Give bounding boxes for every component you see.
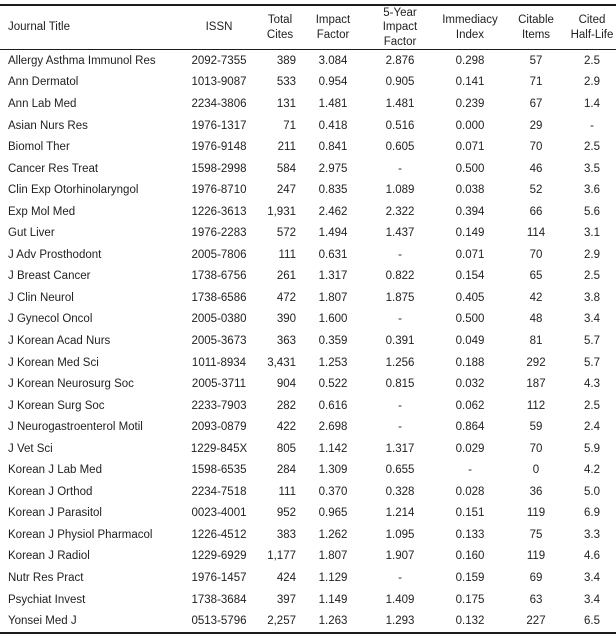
table-row [0,610,616,633]
cell-immediacy-index: 0.149 [455,227,485,240]
cell-impact-factor: 1.263 [318,615,348,628]
cell-immediacy-index: - [468,464,472,477]
cell-total-cites: 397 [276,593,296,606]
cell-impact-factor: 1.481 [318,97,348,110]
table-body [0,50,616,633]
cell-journal-title: J Vet Sci [8,442,53,455]
cell-five-year-impact-factor: 0.905 [385,76,415,89]
cell-cited-half-life: 4.6 [584,550,600,563]
cell-citable-items: 42 [529,291,543,304]
cell-issn: 1738-6756 [191,270,247,283]
cell-cited-half-life: 3.4 [584,572,600,585]
cell-issn: 1598-6535 [191,464,247,477]
cell-citable-items: 112 [526,399,546,412]
cell-citable-items: 227 [526,615,546,628]
cell-total-cites: 111 [278,485,296,498]
cell-issn: 2234-7518 [191,485,247,498]
cell-journal-title: J Breast Cancer [8,270,91,283]
cell-impact-factor: 0.965 [318,507,348,520]
cell-citable-items: 119 [526,550,546,563]
cell-issn: 1976-2283 [191,227,247,240]
cell-impact-factor: 1.317 [318,270,348,283]
cell-impact-factor: 1.807 [318,291,348,304]
cell-total-cites: 3,431 [267,356,296,369]
cell-cited-half-life: 5.6 [584,205,600,218]
table-row [0,266,616,288]
cell-citable-items: 70 [529,141,543,154]
cell-impact-factor: 1.262 [318,528,348,541]
cell-five-year-impact-factor: 2.322 [385,205,415,218]
cell-total-cites: 422 [276,421,296,434]
cell-total-cites: 389 [276,54,296,67]
cell-five-year-impact-factor: 2.876 [385,54,415,67]
cell-five-year-impact-factor: 0.605 [385,141,415,154]
cell-citable-items: 36 [529,485,543,498]
cell-total-cites: 261 [276,270,296,283]
cell-journal-title: Korean J Radiol [8,550,90,563]
table-row [0,223,616,245]
cell-five-year-impact-factor: - [398,572,402,585]
column-header-citable-items: Citable Items [518,14,554,41]
cell-journal-title: J Korean Neurosurg Soc [8,378,134,391]
table-row [0,546,616,568]
table-row [0,201,616,223]
cell-immediacy-index: 0.141 [455,76,485,89]
table-row [0,395,616,417]
table-row [0,287,616,309]
table-row [0,244,616,266]
cell-immediacy-index: 0.151 [455,507,485,520]
cell-five-year-impact-factor: - [398,399,402,412]
cell-total-cites: 1,177 [267,550,296,563]
cell-total-cites: 1,931 [267,205,296,218]
cell-cited-half-life: 2.5 [584,270,600,283]
cell-journal-title: J Adv Prosthodont [8,248,102,261]
cell-cited-half-life: - [590,119,594,132]
table-row [0,481,616,503]
column-header-total-cites: Total Cites [266,14,294,41]
table-row [0,72,616,94]
cell-journal-title: Asian Nurs Res [8,119,88,132]
cell-citable-items: 292 [526,356,546,369]
cell-five-year-impact-factor: 1.409 [385,593,415,606]
cell-total-cites: 111 [278,248,296,261]
cell-citable-items: 0 [532,464,540,477]
cell-five-year-impact-factor: 0.328 [385,485,415,498]
cell-issn: 1229-6929 [191,550,247,563]
cell-immediacy-index: 0.032 [455,378,485,391]
cell-impact-factor: 1.600 [318,313,348,326]
cell-journal-title: Psychiat Invest [8,593,86,606]
cell-impact-factor: 0.954 [318,76,348,89]
cell-issn: 2093-0879 [191,421,247,434]
cell-impact-factor: 3.084 [318,54,348,67]
cell-cited-half-life: 4.2 [584,464,600,477]
cell-impact-factor: 1.253 [318,356,348,369]
cell-five-year-impact-factor: 0.391 [385,335,415,347]
cell-citable-items: 57 [529,54,543,67]
table-row [0,589,616,611]
cell-issn: 1229-845X [190,442,248,455]
cell-five-year-impact-factor: 1.214 [385,507,415,520]
cell-journal-title: Clin Exp Otorhinolaryngol [8,184,139,197]
cell-five-year-impact-factor: 0.815 [385,378,415,391]
cell-cited-half-life: 1.4 [584,97,600,110]
cell-impact-factor: 0.616 [318,399,348,412]
cell-issn: 1976-9148 [191,141,247,154]
table-row [0,115,616,137]
cell-immediacy-index: 0.175 [455,593,485,606]
cell-impact-factor: 1.309 [318,464,348,477]
table-row [0,309,616,331]
cell-total-cites: 805 [276,442,296,455]
cell-impact-factor: 0.359 [318,335,348,347]
cell-five-year-impact-factor: 1.317 [385,442,415,455]
cell-journal-title: J Neurogastroenterol Motil [8,421,143,434]
cell-issn: 2234-3806 [191,97,247,110]
column-header-journal-title: Journal Title [8,21,71,34]
column-header-issn: ISSN [205,21,233,34]
cell-citable-items: 67 [529,97,543,110]
header-row [0,5,616,50]
cell-total-cites: 904 [276,378,296,391]
cell-immediacy-index: 0.029 [455,442,485,455]
cell-total-cites: 284 [276,464,296,477]
cell-citable-items: 66 [529,205,543,218]
table-row [0,93,616,115]
cell-issn: 1976-1317 [191,119,247,132]
cell-citable-items: 48 [529,313,543,326]
cell-cited-half-life: 2.5 [584,141,600,154]
column-header-impact-factor: Impact Factor [315,14,351,41]
cell-total-cites: 584 [276,162,296,175]
cell-total-cites: 363 [276,335,296,347]
cell-immediacy-index: 0.405 [455,291,485,304]
cell-journal-title: Korean J Lab Med [8,464,102,477]
cell-issn: 0023-4001 [191,507,247,520]
table-row [0,503,616,525]
cell-cited-half-life: 3.4 [584,593,600,606]
cell-impact-factor: 2.698 [318,421,348,434]
table-row [0,460,616,482]
cell-journal-title: Nutr Res Pract [8,572,84,585]
cell-immediacy-index: 0.071 [455,141,485,154]
cell-cited-half-life: 3.5 [584,162,600,175]
cell-total-cites: 952 [276,507,296,520]
table-row [0,416,616,438]
cell-issn: 1738-6586 [191,291,247,304]
column-header-five-year-impact-factor: 5-Year Impact Factor [382,7,418,48]
column-header-cited-half-life: Cited Half-Life [570,14,614,41]
cell-immediacy-index: 0.049 [455,335,485,347]
cell-impact-factor: 0.418 [318,119,348,132]
table-row [0,438,616,460]
cell-citable-items: 46 [529,162,543,175]
cell-five-year-impact-factor: 1.437 [385,227,415,240]
cell-journal-title: Yonsei Med J [8,615,77,628]
cell-five-year-impact-factor: - [398,162,402,175]
cell-impact-factor: 0.631 [318,248,348,261]
table-row [0,330,616,352]
cell-cited-half-life: 5.7 [584,356,600,369]
cell-cited-half-life: 4.3 [584,378,600,391]
cell-total-cites: 71 [283,119,296,132]
cell-issn: 1976-8710 [191,184,247,197]
cell-citable-items: 29 [529,119,543,132]
cell-journal-title: J Gynecol Oncol [8,313,93,326]
cell-impact-factor: 0.370 [318,485,348,498]
cell-impact-factor: 0.835 [318,184,348,197]
cell-immediacy-index: 0.188 [455,356,485,369]
cell-citable-items: 114 [526,227,546,240]
cell-issn: 2005-0380 [191,313,247,326]
cell-citable-items: 69 [529,572,543,585]
cell-journal-title: Biomol Ther [8,141,70,154]
cell-five-year-impact-factor: 0.516 [385,119,415,132]
cell-journal-title: Gut Liver [8,227,55,240]
cell-cited-half-life: 2.9 [584,248,600,261]
cell-issn: 1011-8934 [191,356,247,369]
cell-journal-title: Exp Mol Med [8,205,76,218]
cell-five-year-impact-factor: 1.293 [385,615,415,628]
cell-five-year-impact-factor: 1.875 [385,291,415,304]
cell-immediacy-index: 0.159 [455,572,485,585]
cell-citable-items: 70 [529,442,543,455]
cell-cited-half-life: 6.9 [584,507,600,520]
cell-impact-factor: 0.841 [318,141,348,154]
cell-cited-half-life: 3.8 [584,291,600,304]
cell-impact-factor: 1.129 [318,572,348,585]
cell-cited-half-life: 2.5 [584,54,600,67]
journal-metrics-table [0,4,616,634]
cell-five-year-impact-factor: - [398,421,402,434]
cell-total-cites: 211 [277,141,296,154]
cell-journal-title: Korean J Orthod [8,485,93,498]
cell-journal-title: Ann Dermatol [8,76,79,89]
cell-five-year-impact-factor: 0.655 [385,464,415,477]
cell-issn: 1598-2998 [191,162,247,175]
cell-citable-items: 59 [529,421,543,434]
cell-impact-factor: 1.142 [318,442,348,455]
cell-total-cites: 2,257 [267,615,296,628]
cell-total-cites: 472 [276,291,296,304]
cell-issn: 2005-7806 [191,248,247,261]
cell-citable-items: 81 [529,335,543,347]
cell-journal-title: J Korean Surg Soc [8,399,105,412]
cell-impact-factor: 2.975 [318,162,348,175]
cell-journal-title: J Korean Med Sci [8,356,99,369]
cell-immediacy-index: 0.154 [455,270,485,283]
table-row [0,567,616,589]
cell-immediacy-index: 0.000 [455,119,485,132]
cell-citable-items: 119 [526,507,546,520]
cell-immediacy-index: 0.864 [455,421,485,434]
cell-journal-title: Korean J Physiol Pharmacol [8,528,153,541]
table-row [0,352,616,374]
table-row [0,50,616,72]
cell-five-year-impact-factor: - [398,313,402,326]
table-row [0,524,616,546]
cell-total-cites: 390 [276,313,296,326]
cell-issn: 2005-3673 [191,335,247,347]
cell-impact-factor: 1.149 [318,593,348,606]
cell-journal-title: J Clin Neurol [8,291,74,304]
cell-total-cites: 282 [276,399,296,412]
cell-cited-half-life: 5.0 [584,485,600,498]
cell-total-cites: 424 [276,572,296,585]
cell-journal-title: Ann Lab Med [8,97,77,110]
cell-issn: 2092-7355 [191,54,247,67]
cell-issn: 1226-3613 [191,205,247,218]
cell-issn: 2233-7903 [191,399,247,412]
cell-immediacy-index: 0.038 [455,184,485,197]
cell-issn: 2005-3711 [191,378,247,391]
cell-total-cites: 383 [276,528,296,541]
cell-cited-half-life: 2.4 [584,421,600,434]
cell-journal-title: Cancer Res Treat [8,162,99,175]
column-header-immediacy-index: Immediacy Index [442,14,498,41]
cell-five-year-impact-factor: 1.089 [385,184,415,197]
cell-five-year-impact-factor: 1.095 [385,528,415,541]
cell-immediacy-index: 0.500 [455,162,485,175]
cell-five-year-impact-factor: 1.481 [385,97,415,110]
cell-immediacy-index: 0.500 [455,313,485,326]
cell-immediacy-index: 0.062 [455,399,485,412]
table-row [0,158,616,180]
table-row [0,373,616,395]
cell-impact-factor: 1.807 [318,550,348,563]
cell-immediacy-index: 0.133 [455,528,485,541]
cell-immediacy-index: 0.298 [455,54,485,67]
cell-issn: 1976-1457 [191,572,247,585]
cell-cited-half-life: 2.9 [584,76,600,89]
cell-journal-title: J Korean Acad Nurs [8,335,111,347]
cell-impact-factor: 2.462 [318,205,348,218]
cell-citable-items: 70 [529,248,543,261]
cell-cited-half-life: 3.4 [584,313,600,326]
cell-cited-half-life: 3.6 [584,184,600,197]
cell-impact-factor: 0.522 [318,378,348,391]
cell-impact-factor: 1.494 [318,227,348,240]
cell-cited-half-life: 6.5 [584,615,600,628]
cell-immediacy-index: 0.239 [455,97,485,110]
cell-issn: 0513-5796 [191,615,247,628]
cell-cited-half-life: 5.9 [584,442,600,455]
cell-cited-half-life: 3.3 [584,528,600,541]
cell-citable-items: 52 [529,184,543,197]
cell-total-cites: 572 [276,227,296,240]
cell-immediacy-index: 0.132 [455,615,485,628]
cell-cited-half-life: 3.1 [584,227,600,240]
cell-citable-items: 71 [529,76,543,89]
cell-five-year-impact-factor: - [398,248,402,261]
cell-five-year-impact-factor: 1.907 [385,550,415,563]
cell-five-year-impact-factor: 0.822 [385,270,415,283]
cell-five-year-impact-factor: 1.256 [385,356,415,369]
cell-citable-items: 75 [529,528,543,541]
cell-issn: 1738-3684 [191,593,247,606]
cell-total-cites: 131 [276,97,296,110]
cell-journal-title: Korean J Parasitol [8,507,102,520]
cell-total-cites: 533 [276,76,296,89]
cell-immediacy-index: 0.071 [455,248,485,261]
cell-citable-items: 187 [526,378,546,391]
cell-cited-half-life: 2.5 [584,399,600,412]
cell-citable-items: 63 [529,593,543,606]
cell-immediacy-index: 0.394 [455,205,485,218]
cell-cited-half-life: 5.7 [584,335,600,347]
cell-journal-title: Allergy Asthma Immunol Res [8,54,156,67]
cell-total-cites: 247 [276,184,296,197]
table-row [0,179,616,201]
table-header [0,5,616,50]
cell-issn: 1226-4512 [191,528,247,541]
cell-citable-items: 65 [529,270,543,283]
cell-immediacy-index: 0.028 [455,485,485,498]
cell-issn: 1013-9087 [191,76,247,89]
cell-immediacy-index: 0.160 [455,550,485,563]
table-row [0,136,616,158]
